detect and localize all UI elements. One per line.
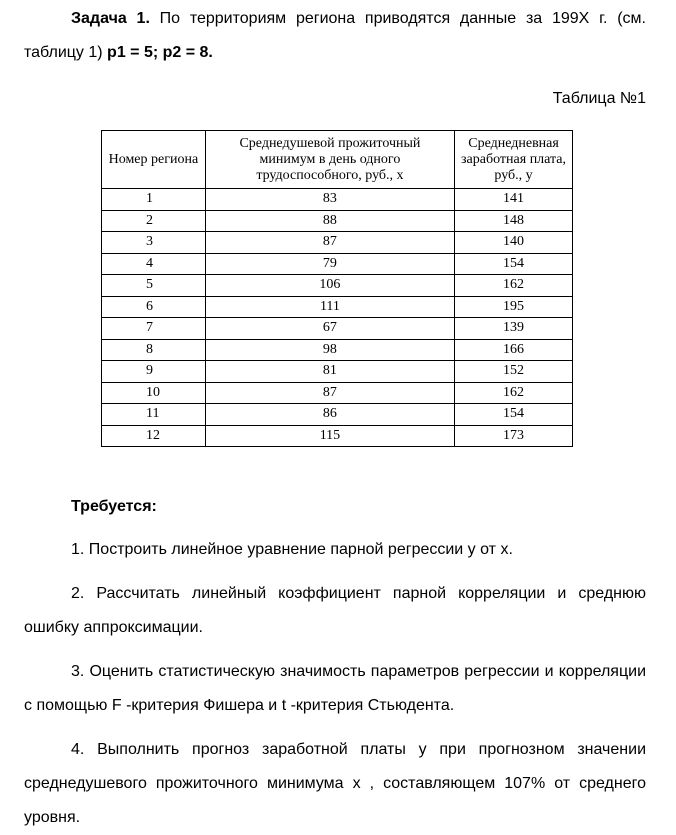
table-row: [102, 210, 573, 232]
requirement-item-2: 2. Рассчитать линейный коэффициент парной корреляции и среднюю ошибку аппроксимации.: [24, 585, 646, 636]
cell-region: 5: [102, 275, 206, 297]
problem-statement: [24, 2, 646, 70]
cell-y: 195: [455, 296, 573, 318]
table-header-row: [102, 131, 573, 189]
cell-x: 106: [205, 275, 454, 297]
table-row: [102, 382, 573, 404]
table-row: [102, 339, 573, 361]
cell-region: 3: [102, 232, 206, 254]
cell-x: 111: [205, 296, 454, 318]
problem-label: Задача 1.: [71, 10, 150, 27]
cell-region: 8: [102, 339, 206, 361]
cell-region: 7: [102, 318, 206, 340]
cell-y: 139: [455, 318, 573, 340]
cell-y: 162: [455, 275, 573, 297]
cell-region: 1: [102, 189, 206, 211]
cell-y: 152: [455, 361, 573, 383]
table-row: [102, 296, 573, 318]
table-row: [102, 232, 573, 254]
cell-region: 9: [102, 361, 206, 383]
cell-x: 98: [205, 339, 454, 361]
cell-x: 79: [205, 253, 454, 275]
header-region-number: Номер региона: [102, 131, 206, 189]
requirement-item-3: 3. Оценить статистическую значимость параметров регрессии и корреляции с помощью F -критерия Фишера и t -критерия Стьюдента.: [24, 663, 646, 714]
header-daily-wage: Среднедневная заработная плата, руб., у: [455, 131, 573, 189]
cell-x: 83: [205, 189, 454, 211]
cell-y: 148: [455, 210, 573, 232]
cell-x: 86: [205, 404, 454, 426]
cell-region: 4: [102, 253, 206, 275]
cell-x: 115: [205, 425, 454, 447]
table-caption: Таблица №1: [552, 90, 646, 107]
cell-x: 87: [205, 382, 454, 404]
cell-region: 6: [102, 296, 206, 318]
problem-text: По территориям региона приводятся данные за 199X г. (см. таблицу 1): [24, 10, 646, 61]
requirements-title: Требуется:: [71, 498, 157, 515]
cell-y: 141: [455, 189, 573, 211]
data-table: [101, 130, 573, 447]
cell-y: 162: [455, 382, 573, 404]
cell-x: 88: [205, 210, 454, 232]
cell-x: 67: [205, 318, 454, 340]
cell-region: 12: [102, 425, 206, 447]
problem-params: p1 = 5; p2 = 8.: [107, 44, 213, 61]
requirement-item-1: 1. Построить линейное уравнение парной регрессии у от х.: [71, 541, 513, 558]
table-row: [102, 361, 573, 383]
cell-region: 10: [102, 382, 206, 404]
cell-y: 140: [455, 232, 573, 254]
table-row: [102, 318, 573, 340]
table-row: [102, 253, 573, 275]
cell-y: 173: [455, 425, 573, 447]
table-row: [102, 275, 573, 297]
table-row: [102, 404, 573, 426]
cell-y: 166: [455, 339, 573, 361]
header-subsistence-minimum: Среднедушевой прожиточный минимум в день одного трудоспособного, руб., х: [205, 131, 454, 189]
cell-y: 154: [455, 253, 573, 275]
cell-y: 154: [455, 404, 573, 426]
table-row: [102, 189, 573, 211]
cell-x: 81: [205, 361, 454, 383]
cell-x: 87: [205, 232, 454, 254]
cell-region: 2: [102, 210, 206, 232]
table-row: [102, 425, 573, 447]
requirement-item-4: 4. Выполнить прогноз заработной платы у при прогнозном значении среднедушевого прожиточного минимума х , составляющем 107% от среднего уровня.: [24, 741, 646, 826]
cell-region: 11: [102, 404, 206, 426]
